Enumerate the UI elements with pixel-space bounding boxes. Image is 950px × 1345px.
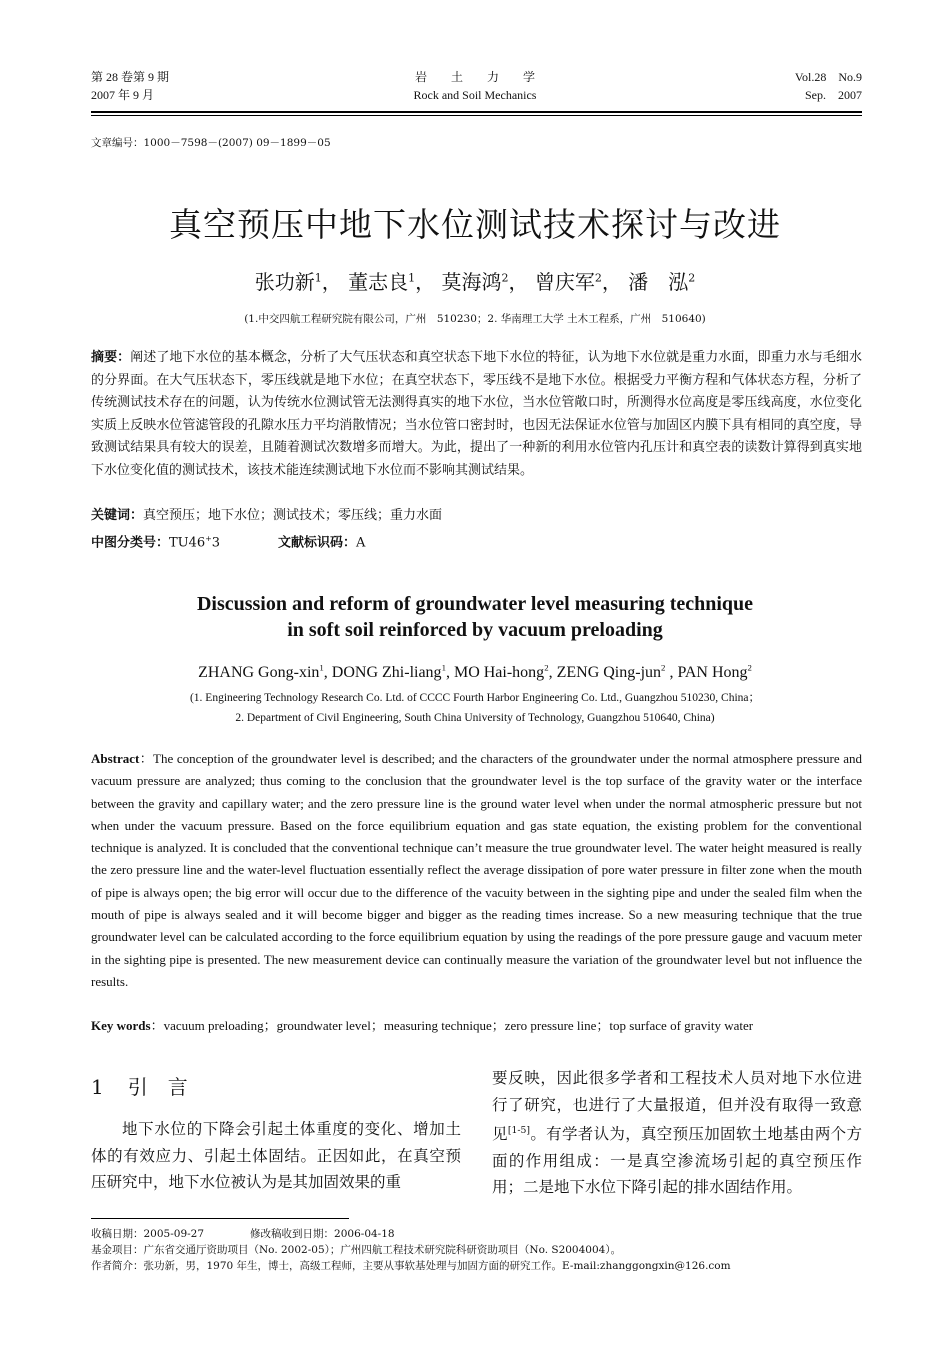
author-affiliation-sup: 2 [544,662,549,673]
clc-label: 中图分类号： [91,535,170,551]
affiliation-en [0,688,950,728]
body-text: 要反映，因此很多学者和工程技术人员对地下水位进行了研究，也进行了大量报道，但并没有取得一致意见 [492,1069,862,1144]
author-en: ZENG Qing-jun [556,664,662,681]
affiliation-en-line1: (1. Engineering Technology Research Co. Ltd. of CCCC Fourth Harbor Engineering Co. Ltd., Guangzhou 510230, China； [189,692,761,704]
paper-title-zh: 真空预压中地下水位测试技术探讨与改进 [169,205,781,244]
journal-name-en: Rock and Soil Mechanics [413,88,537,102]
author-en: MO Hai-hong [453,664,545,681]
body-paragraph [492,1065,862,1201]
author-en: ZHANG Gong-xin [198,664,320,681]
keywords-zh-label: 关键词： [91,508,144,523]
section-number: 1 [91,1075,104,1099]
keywords-en-label: Key words [91,1018,151,1033]
abstract-en-label: Abstract [91,751,140,766]
citation[interactable]: [1-5] [507,1125,531,1136]
author-zh: 张功新 [254,270,315,294]
body-column-left [91,1116,461,1196]
author-affiliation-sup: 2 [501,271,509,285]
keywords-en-text: vacuum preloading；groundwater level；measuring technique；zero pressure line；top surface of gravity water [163,1018,754,1033]
author-affiliation-sup: 1 [441,662,446,673]
abstract-zh-text: 阐述了地下水位的基本概念，分析了大气压状态和真空状态下地下水位的特征，认为地下水位就是重力水面，即重力水与毛细水的分界面。在大气压状态下，零压线就是地下水位；在真空状态下，零压线不是地下水位。根据受力平衡方程和气体状态方程，分析了传统测试技术存在的问题，认为传统水位测试管无法测得真实的地下水位，当水位管敞口时，所测得水位高度是零压线高度，水位变化实质上反映水位管滤管段的孔隙水压力平均消散情况；当水位管口密封时，也因无法保证水位管与加固区内膜下具有相同的真空度，导致测试结果具有较大的误差，且随着测试次数增多而增大。为此，提出了一种新的利用水位管内孔压计和真空表的读数计算得到真实地下水位变化值的测试技术，该技术能连续测试地下水位而不影响其测试结果。 [91,350,862,478]
section-heading [91,1072,188,1102]
header-volume: 第 28 卷第 9 期 [91,70,170,84]
author-affiliation-sup: 2 [594,271,602,285]
authors-en: ZHANG Gong-xin$^1$, DONG Zhi-liang$^1$, MO Hai-hong$^2$, ZENG Qing-jun$^2$ , PAN Hong$^2$ [198,662,752,681]
doc-code-value: A [356,535,366,551]
author-zh: 董志良 [348,270,409,294]
footnote-fund: 基金项目：广东省交通厅资助项目（No. 2002-05）；广州四航工程技术研究院科研资助项目（No. S2004004）。 [91,1244,622,1256]
journal-name-zh: 岩 土 力 学 [414,70,535,84]
doc-code-label: 文献标识码： [278,535,357,551]
keywords-zh-text: 真空预压；地下水位；测试技术；零压线；重力水面 [143,508,443,523]
affiliation-en-line2: 2. Department of Civil Engineering, South China University of Technology, Guangzhou 510640, China) [235,712,715,724]
keywords-en-sep: ： [150,1018,164,1033]
footnote-rule [91,1218,349,1219]
article-number: 文章编号：1000－7598－(2007) 09－1899－05 [91,137,331,149]
author-zh: 曾庆军 [534,270,595,294]
author-en: DONG Zhi-liang [331,664,442,681]
abstract-en [91,748,862,993]
paper-title-en-line2: in soft soil reinforced by vacuum preloading [287,619,663,641]
section-title: 引 言 [127,1075,188,1099]
classification-line [91,528,862,555]
header-sep-year: Sep. 2007 [804,88,862,102]
author-affiliation-sup: 1 [408,271,416,285]
author-affiliation-sup: 2 [661,662,666,673]
clc-sup: + [205,534,212,543]
clc-tail: 3 [211,535,221,551]
body-column-right [492,1065,862,1201]
author-zh: 潘 泓 [628,270,689,294]
received-date: 收稿日期：2005-09-27 [91,1228,205,1240]
abstract-en-text: The conception of the groundwater level is described; and the characters of the groundwater under the normal atmosphere pressure and vacuum pressure are analyzed; thus coming to the conclusion that the groundwater level is the top surface of the gravity water or the interface between the gravity and capillary water; and the zero pressure line is the ground water level when under the normal atmospheric pressure but not when under the vacuum pressure. Based on the force equilibrium equation and gas state equation, the existing problem for the conventional technique is analyzed. It is concluded that the conventional technique can’t measure the true groundwater level. The water height measured is really the zero pressure line and the water-level fluctuation essentially reflect the average dissipation of pore water pressure in filter zone when the mouth of pipe is always open; the big error will occur due to the difference of the vacuity between in the sighting pipe and under the sealed film when the mouth of pipe is always sealed and it will become bigger and bigger as the reading times increase. So a new measuring technique that the true groundwater level can be calculated according to the force equilibrium equation by using the readings of the pore pressure gauge and vacuum meter in the sighting pipe is presented. The new measurement device can continually measure the variation of the groundwater level but not influence the results. [91,751,862,989]
footnote-dates [91,1226,862,1242]
clc-value: TU46 [169,535,206,551]
affiliation-zh: (1.中交四航工程研究院有限公司，广州 510230；2. 华南理工大学 土木工程系，广州 510640) [244,313,706,325]
body-paragraph: 地下水位的下降会引起土体重度的变化、增加土体的有效应力、引起土体固结。正因如此，在真空预压研究中，地下水位被认为是其加固效果的重 [91,1120,461,1191]
author-affiliation-sup: 2 [747,662,752,673]
author-affiliation-sup: 1 [314,271,322,285]
abstract-zh-label: 摘要： [91,350,131,365]
abstract-en-sep: ： [139,751,154,766]
body-text: 。有学者认为，真空预压加固软土地基由两个方面的作用组成：一是真空渗流场引起的真空预压作用；二是地下水位下降引起的排水固结作用。 [492,1125,862,1197]
author-zh: 莫海鸿 [441,270,502,294]
header-date: 2007 年 9 月 [91,88,155,102]
abstract-zh [91,347,862,482]
keywords-en [91,1015,862,1037]
revised-date: 修改稿收到日期：2006-04-18 [250,1228,395,1240]
paper-title-en [0,591,950,643]
author-en: PAN Hong [677,664,748,681]
authors-zh: 张功新$^1$， 董志良$^1$， 莫海鸿$^2$， 曾庆军$^2$， 潘 泓$^2$ [254,270,696,294]
author-affiliation-sup: 2 [688,271,696,285]
journal-volume-en [662,68,862,104]
footnote-bio: 作者简介：张功新，男，1970 年生，博士，高级工程师，主要从事软基处理与加固方面的研究工作。E-mail:zhanggongxin@126.com [91,1260,731,1272]
keywords-zh [91,505,862,528]
footnotes [91,1226,862,1274]
journal-name [320,68,630,104]
header-vol-no: Vol.28 No.9 [794,70,862,84]
author-affiliation-sup: 1 [319,662,324,673]
journal-volume-issue [91,68,169,104]
header-rule-thick [91,111,862,113]
paper-title-en-line1: Discussion and reform of groundwater level measuring technique [196,593,754,615]
header-rule-thin [91,115,862,116]
